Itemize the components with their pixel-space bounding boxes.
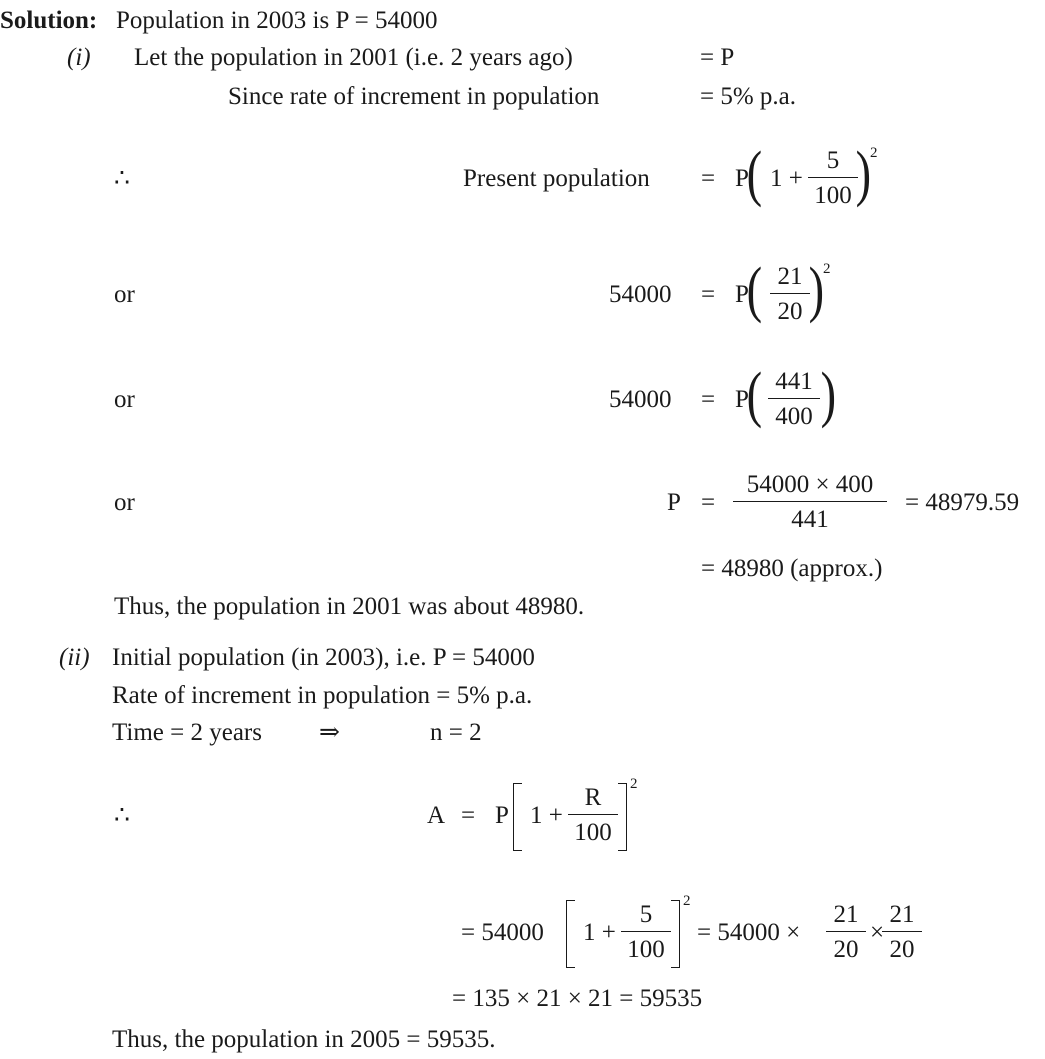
equals-sign: = — [701, 386, 716, 413]
part-ii-conclusion: Thus, the population in 2005 = 59535. — [112, 1026, 496, 1053]
fraction-denominator: 20 — [889, 936, 915, 963]
fraction-numerator: 5 — [621, 902, 671, 932]
right-bracket — [671, 900, 680, 968]
fraction-numerator: 54000 × 400 — [733, 472, 887, 502]
equals-sign: = — [701, 281, 716, 308]
fraction-denominator: 441 — [791, 506, 829, 533]
fraction-numerator: 21 — [882, 902, 922, 932]
let-rhs: = P — [700, 44, 735, 71]
right-paren: ) — [820, 361, 837, 429]
or-word: or — [114, 386, 135, 413]
fraction-21-over-20 — [826, 902, 866, 962]
or-word: or — [114, 281, 135, 308]
fraction-5-over-100 — [621, 902, 671, 962]
let-line: Let the population in 2001 (i.e. 2 years ago) — [134, 44, 573, 71]
left-paren: ( — [746, 361, 763, 429]
fraction-denominator: 100 — [814, 182, 852, 209]
equals-sign: = — [701, 165, 716, 192]
fraction-numerator: R — [568, 785, 618, 815]
exponent: 2 — [870, 145, 878, 161]
big-result: = 48979.59 — [905, 489, 1020, 516]
times-symbol: × — [870, 919, 885, 946]
exponent: 2 — [683, 893, 691, 909]
solution-heading: Solution: — [0, 7, 98, 34]
fraction-denominator: 20 — [777, 298, 803, 325]
fraction-denominator: 20 — [833, 936, 859, 963]
fraction-numerator: 21 — [770, 264, 810, 294]
value-54000: 54000 — [609, 386, 672, 413]
fraction-numerator: 21 — [826, 902, 866, 932]
one-plus: 1 + — [530, 802, 563, 829]
initial-population: Initial population (in 2003), i.e. P = 54000 — [112, 644, 535, 671]
left-paren: ( — [746, 256, 763, 324]
time-line: Time = 2 years — [112, 719, 262, 746]
fraction-441-over-400 — [768, 369, 820, 429]
left-paren: ( — [746, 140, 763, 208]
part-i-label: (i) — [67, 44, 91, 71]
part-ii-label: (ii) — [59, 644, 90, 671]
approx-result: = 48980 (approx.) — [701, 555, 883, 582]
exponent: 2 — [630, 776, 638, 792]
p-symbol: P — [735, 165, 749, 192]
a-lhs: A — [427, 802, 446, 829]
value-54000: 54000 — [609, 281, 672, 308]
p-symbol: P — [735, 281, 749, 308]
p-symbol: P — [735, 386, 749, 413]
exponent: 2 — [823, 261, 831, 277]
fraction-denominator: 100 — [627, 936, 665, 963]
part-i-conclusion: Thus, the population in 2001 was about 48980. — [114, 593, 585, 620]
or-word: or — [114, 489, 135, 516]
right-bracket — [618, 783, 627, 851]
since-rhs: = 5% p.a. — [700, 83, 797, 110]
p-lhs: P — [667, 489, 681, 516]
fraction-denominator: 400 — [775, 403, 813, 430]
equals-sign: = — [461, 802, 476, 829]
fraction-5-over-100 — [808, 148, 858, 208]
equals-sign: = — [701, 489, 716, 516]
right-paren: ) — [855, 140, 872, 208]
one-plus: 1 + — [770, 165, 803, 192]
solution-intro: Population in 2003 is P = 54000 — [116, 7, 438, 34]
fraction-21-over-20 — [770, 264, 810, 324]
left-bracket — [566, 900, 575, 968]
n-equals: n = 2 — [430, 719, 482, 746]
implies-symbol: ⇒ — [319, 719, 340, 746]
fraction-r-over-100 — [568, 785, 618, 845]
p-symbol: P — [495, 802, 509, 829]
therefore-symbol: ∴ — [114, 165, 130, 192]
fraction-21-over-20 — [882, 902, 922, 962]
fraction-denominator: 100 — [574, 819, 612, 846]
right-paren: ) — [808, 256, 825, 324]
rate-line: Rate of increment in population = 5% p.a. — [112, 682, 533, 709]
therefore-symbol: ∴ — [114, 802, 130, 829]
present-population-label: Present population — [463, 165, 650, 192]
one-plus: 1 + — [583, 919, 616, 946]
left-bracket — [513, 783, 522, 851]
fraction-numerator: 441 — [768, 369, 820, 399]
line2-mid: = 54000 × — [697, 919, 801, 946]
fraction-54000x400-over-441 — [733, 472, 887, 532]
line3: = 135 × 21 × 21 = 59535 — [452, 985, 703, 1012]
fraction-numerator: 5 — [808, 148, 858, 178]
line2-start: = 54000 — [461, 919, 544, 946]
since-line: Since rate of increment in population — [228, 83, 600, 110]
